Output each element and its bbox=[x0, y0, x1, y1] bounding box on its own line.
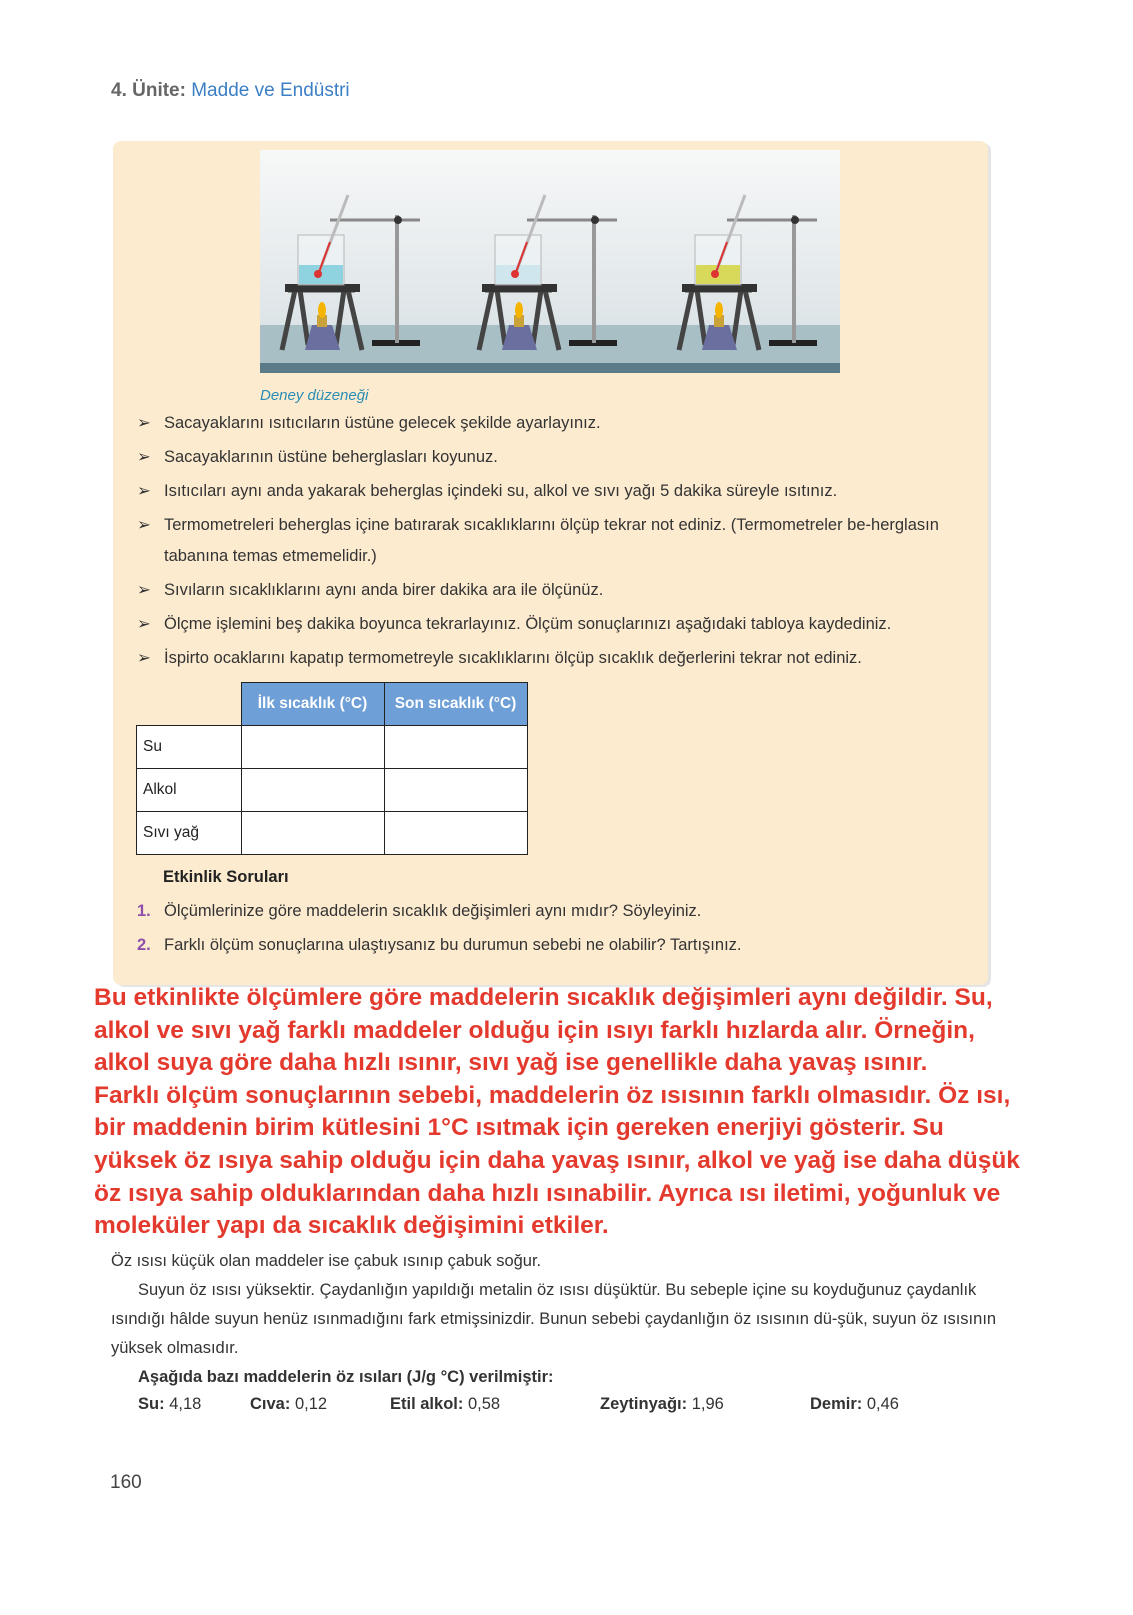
specific-heat-value: 0,58 bbox=[467, 1395, 501, 1413]
step-text: Sacayaklarının üstüne beherglasları koyunuz. bbox=[164, 448, 498, 466]
header-final-temp: Son sıcaklık (°C) bbox=[384, 683, 527, 726]
table-cell[interactable] bbox=[384, 812, 527, 855]
paragraph-2: Suyun öz ısısı yüksektir. Çaydanlığın yapıldığı metalin öz ısısı düşüktür. Bu sebeple içine su koyduğunuz çaydanlık ısındığı hâlde suyun henüz ısınmadığını fark etmişsinizdir. Bunun sebebi çaydanlığın öz ısısının dü-şük, suyun öz ısısının yüksek olmasıdır. bbox=[111, 1281, 997, 1357]
measurement-table bbox=[136, 682, 528, 855]
answer-line: moleküler yapı da sıcaklık değişimini etkiler. bbox=[94, 1212, 609, 1240]
row-label: Sıvı yağ bbox=[137, 812, 242, 855]
questions-title: Etkinlik Soruları bbox=[163, 868, 289, 886]
arrow-bullet-icon: ➢ bbox=[137, 516, 151, 534]
page-number: 160 bbox=[110, 1472, 142, 1493]
specific-heat-item bbox=[600, 1395, 724, 1414]
substance-name: Su: bbox=[138, 1395, 165, 1413]
step-text: Sıvıların sıcaklıklarını aynı anda birer dakika ara ile ölçünüz. bbox=[164, 581, 604, 599]
step-item bbox=[137, 442, 977, 473]
row-label: Alkol bbox=[137, 769, 242, 812]
table-cell[interactable] bbox=[241, 812, 384, 855]
answer-line: öz ısıya sahip olduklarından daha hızlı ısınabilir. Ayrıca ısı iletimi, yoğunluk ve bbox=[94, 1179, 1001, 1207]
unit-header bbox=[111, 80, 350, 102]
step-text: İspirto ocaklarını kapatıp termometreyle sıcaklıklarını ölçüp sıcaklık değerlerini tekrar not ediniz. bbox=[164, 649, 862, 667]
arrow-bullet-icon: ➢ bbox=[137, 414, 151, 432]
arrow-bullet-icon: ➢ bbox=[137, 649, 151, 667]
specific-heat-value: 0,46 bbox=[866, 1395, 899, 1413]
question-text: Farklı ölçüm sonuçlarına ulaştıysanız bu durumun sebebi ne olabilir? Tartışınız. bbox=[164, 936, 742, 954]
step-text: Termometreleri beherglas içine batırarak sıcaklıklarını ölçüp tekrar not ediniz. (Termometreler be-herglasın tabanına temas etmemelidir.) bbox=[164, 516, 939, 565]
step-text: Sacayaklarını ısıtıcıların üstüne gelecek şekilde ayarlayınız. bbox=[164, 414, 601, 432]
substance-name: Zeytinyağı: bbox=[600, 1395, 688, 1413]
answer-text bbox=[94, 982, 1094, 1243]
question-2 bbox=[137, 936, 741, 955]
answer-line: Bu etkinlikte ölçümlere göre maddelerin sıcaklık değişimleri aynı değildir. Su, bbox=[94, 984, 993, 1011]
specific-heat-item bbox=[250, 1395, 327, 1414]
step-item bbox=[137, 476, 977, 507]
arrow-bullet-icon: ➢ bbox=[137, 482, 151, 500]
table-cell[interactable] bbox=[241, 726, 384, 769]
specific-heat-value: 1,96 bbox=[691, 1395, 724, 1413]
answer-line: Farklı ölçüm sonuçlarının sebebi, maddelerin öz ısısının farklı olmasıdır. Öz ısı, bbox=[94, 1081, 1011, 1109]
step-text: Ölçme işlemini beş dakika boyunca tekrarlayınız. Ölçüm sonuçlarınızı aşağıdaki tabloya kaydediniz. bbox=[164, 615, 892, 633]
table-cell[interactable] bbox=[384, 769, 527, 812]
substance-name: Demir: bbox=[810, 1395, 863, 1413]
table-corner bbox=[137, 683, 242, 726]
table-cell[interactable] bbox=[241, 769, 384, 812]
substance-name: Cıva: bbox=[250, 1395, 291, 1413]
experiment-setup-figure bbox=[260, 150, 840, 373]
question-1 bbox=[137, 902, 701, 921]
specific-heat-title: Aşağıda bazı maddelerin öz ısıları (J/g °C) verilmiştir: bbox=[138, 1368, 554, 1386]
figure-caption: Deney düzeneği bbox=[260, 387, 369, 404]
substance-name: Etil alkol: bbox=[390, 1395, 464, 1413]
answer-line: alkol ve sıvı yağ farklı maddeler olduğu için ısıyı farklı hızlarda alır. Örneğin, bbox=[94, 1016, 975, 1044]
specific-heat-item bbox=[138, 1395, 201, 1414]
answer-line: yüksek öz ısıya sahip olduğu için daha yavaş ısınır, alkol ve yağ ise daha düşük bbox=[94, 1146, 1020, 1174]
answer-line: bir maddenin birim kütlesini 1°C ısıtmak için gereken enerjiyi gösterir. Su bbox=[94, 1114, 944, 1142]
step-item bbox=[137, 643, 977, 674]
specific-heat-item bbox=[810, 1395, 899, 1414]
paragraph-1: Öz ısısı küçük olan maddeler ise çabuk ısınıp çabuk soğur. bbox=[111, 1252, 542, 1270]
specific-heat-value: 4,18 bbox=[169, 1395, 202, 1413]
specific-heat-value: 0,12 bbox=[294, 1395, 328, 1413]
arrow-bullet-icon: ➢ bbox=[137, 581, 151, 599]
step-item bbox=[137, 408, 977, 439]
step-item bbox=[137, 575, 977, 606]
answer-line: alkol suya göre daha hızlı ısınır, sıvı yağ ise genellikle daha yavaş ısınır. bbox=[94, 1049, 928, 1077]
table-cell[interactable] bbox=[384, 726, 527, 769]
specific-heat-item bbox=[390, 1395, 500, 1414]
arrow-bullet-icon: ➢ bbox=[137, 615, 151, 633]
question-number: 2. bbox=[137, 936, 151, 954]
step-text: Isıtıcıları aynı anda yakarak beherglas içindeki su, alkol ve sıvı yağı 5 dakika süreyle ısıtınız. bbox=[164, 482, 838, 500]
header-initial-temp: İlk sıcaklık (°C) bbox=[241, 683, 384, 726]
unit-label: 4. Ünite: bbox=[111, 80, 186, 101]
question-text: Ölçümlerinize göre maddelerin sıcaklık değişimleri aynı mıdır? Söyleyiniz. bbox=[164, 902, 702, 920]
step-item bbox=[137, 609, 977, 640]
step-item bbox=[137, 510, 977, 572]
unit-title: Madde ve Endüstri bbox=[191, 80, 350, 101]
question-number: 1. bbox=[137, 902, 151, 920]
row-label: Su bbox=[137, 726, 242, 769]
arrow-bullet-icon: ➢ bbox=[137, 448, 151, 466]
